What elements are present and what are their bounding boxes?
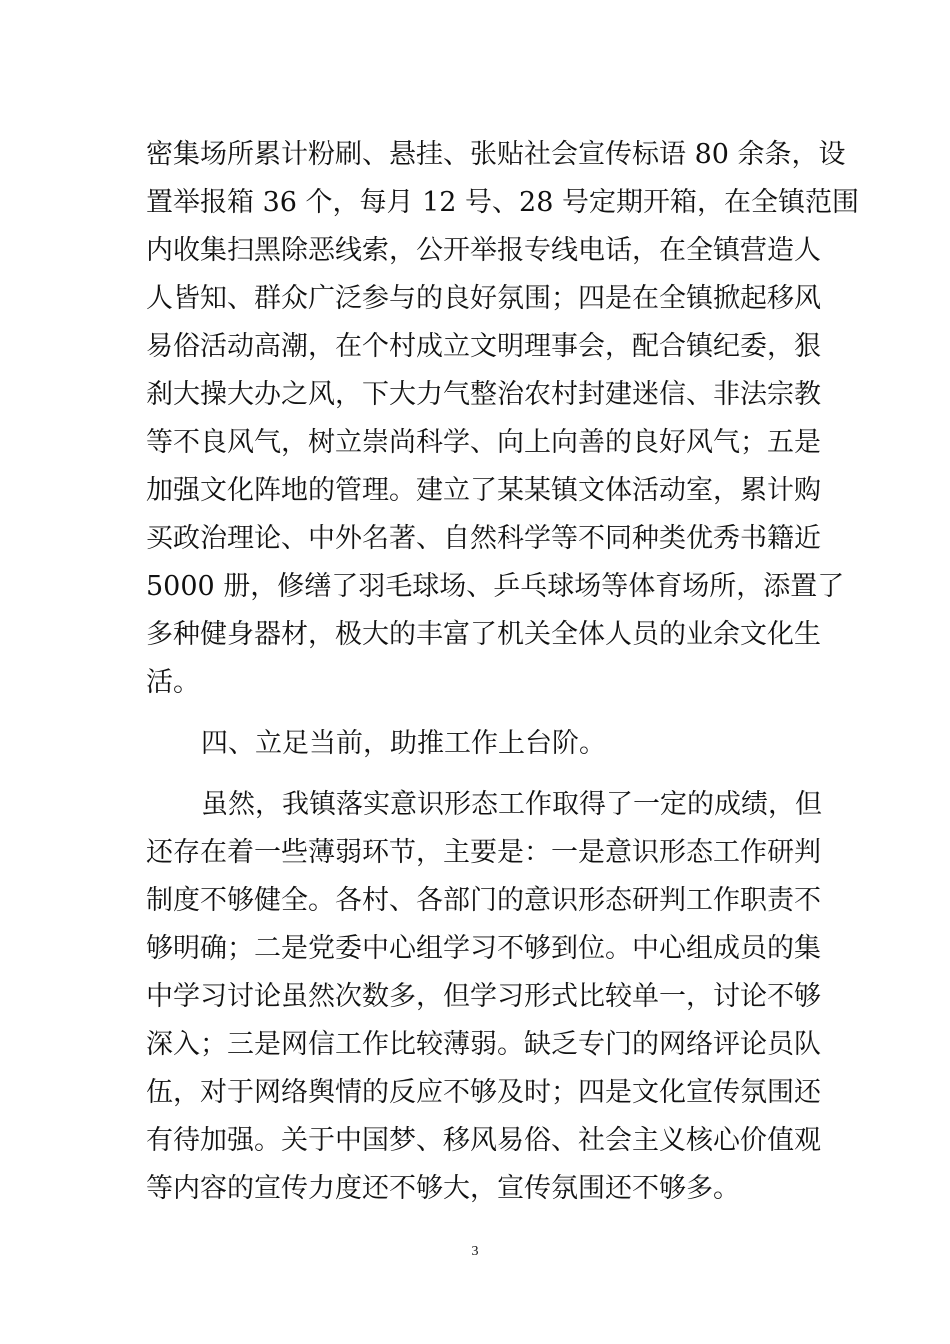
body-text-line: 刹大操大办之风，下大力气整治农村封建迷信、非法宗教 [146,379,821,410]
body-text-line: 内收集扫黑除恶线索，公开举报专线电话，在全镇营造人 [146,235,821,266]
body-text-line: 制度不够健全。各村、各部门的意识形态研判工作职责不 [146,885,821,916]
body-text-line: 活。 [146,667,200,698]
body-text-line: 虽然，我镇落实意识形态工作取得了一定的成绩，但 [201,789,822,820]
body-text-line: 有待加强。关于中国梦、移风易俗、社会主义核心价值观 [146,1125,821,1156]
body-text-line: 5000 册，修缮了羽毛球场、乒乓球场等体育场所，添置了 [146,571,845,602]
body-text-line: 中学习讨论虽然次数多，但学习形式比较单一，讨论不够 [146,981,821,1012]
body-text-line: 等内容的宣传力度还不够大，宣传氛围还不够多。 [146,1173,740,1204]
body-text-line: 买政治理论、中外名著、自然科学等不同种类优秀书籍近 [146,523,821,554]
body-text-line: 密集场所累计粉刷、悬挂、张贴社会宣传标语 80 余条，设 [146,139,846,170]
body-text-line: 等不良风气，树立崇尚科学、向上向善的良好风气；五是 [146,427,821,458]
section-heading: 四、立足当前，助推工作上台阶。 [201,728,606,759]
body-text-line: 置举报箱 36 个，每月 12 号、28 号定期开箱，在全镇范围 [146,187,859,218]
body-text-line: 多种健身器材，极大的丰富了机关全体人员的业余文化生 [146,619,821,650]
body-text-line: 伍，对于网络舆情的反应不够及时；四是文化宣传氛围还 [146,1077,821,1108]
page-number: 3 [471,1244,479,1259]
body-text-line: 加强文化阵地的管理。建立了某某镇文体活动室，累计购 [146,475,821,506]
body-text-line: 易俗活动高潮，在个村成立文明理事会，配合镇纪委，狠 [146,331,821,362]
body-text-line: 人皆知、群众广泛参与的良好氛围；四是在全镇掀起移风 [146,283,821,314]
body-text-line: 还存在着一些薄弱环节，主要是：一是意识形态工作研判 [146,837,821,868]
body-text-line: 深入；三是网信工作比较薄弱。缺乏专门的网络评论员队 [146,1029,821,1060]
body-text-line: 够明确；二是党委中心组学习不够到位。中心组成员的集 [146,933,821,964]
